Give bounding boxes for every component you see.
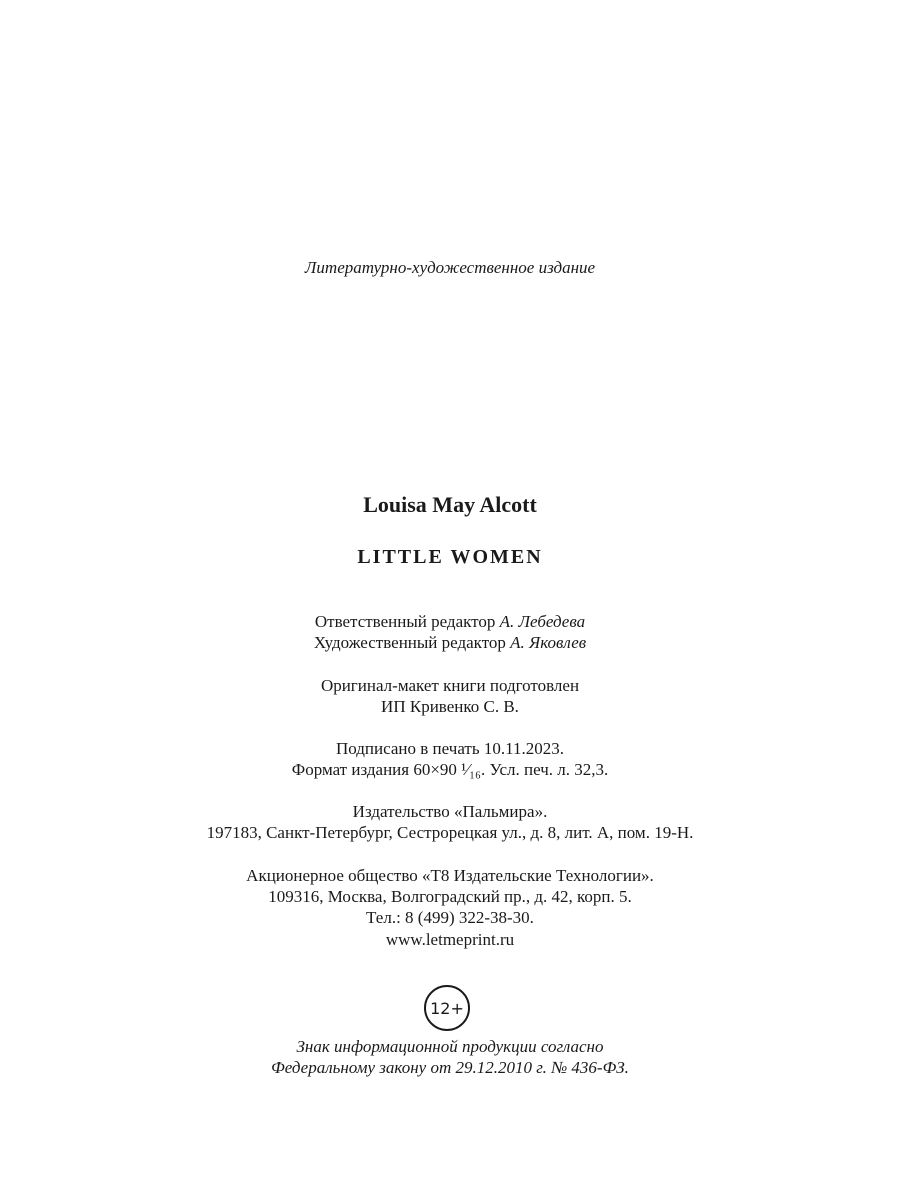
editor-role: Ответственный редактор — [314, 612, 496, 631]
printer-website: www.letmeprint.ru — [385, 930, 515, 949]
print-line: Формат издания 60×90 ¹⁄₁₆. Усл. печ. л. 32,3. — [291, 760, 609, 779]
age-rating-badge: 12+ — [424, 985, 470, 1031]
editor-name: А. Лебедева — [499, 612, 586, 631]
book-title: LITTLE WOMEN — [357, 546, 543, 568]
layout-line: Оригинал-макет книги подготовлен — [320, 676, 580, 695]
author-name: Louisa May Alcott — [363, 492, 537, 517]
layout-line: ИП Кривенко С. В. — [381, 697, 519, 716]
editor-role: Художественный редактор — [313, 633, 506, 652]
publisher-line: Издательство «Пальмира». — [352, 802, 548, 821]
editor-line — [0, 611, 900, 632]
printer-line: 109316, Москва, Волгоградский пр., д. 42, корп. 5. — [268, 887, 632, 906]
notice-line: Знак информационной продукции согласно — [296, 1037, 604, 1056]
print-line: Подписано в печать 10.11.2023. — [336, 739, 564, 758]
printer-line: Акционерное общество «Т8 Издательские Технологии». — [246, 866, 654, 885]
publisher-line: 197183, Санкт-Петербург, Сестрорецкая ул., д. 8, лит. А, пом. 19-Н. — [206, 823, 694, 842]
notice-line: Федеральному закону от 29.12.2010 г. № 436-ФЗ. — [271, 1058, 629, 1077]
printer-line: Тел.: 8 (499) 322-38-30. — [366, 908, 534, 927]
editor-name: А. Яковлев — [510, 633, 587, 652]
art-editor-line — [0, 632, 900, 653]
edition-type: Литературно-художественное издание — [304, 258, 596, 277]
